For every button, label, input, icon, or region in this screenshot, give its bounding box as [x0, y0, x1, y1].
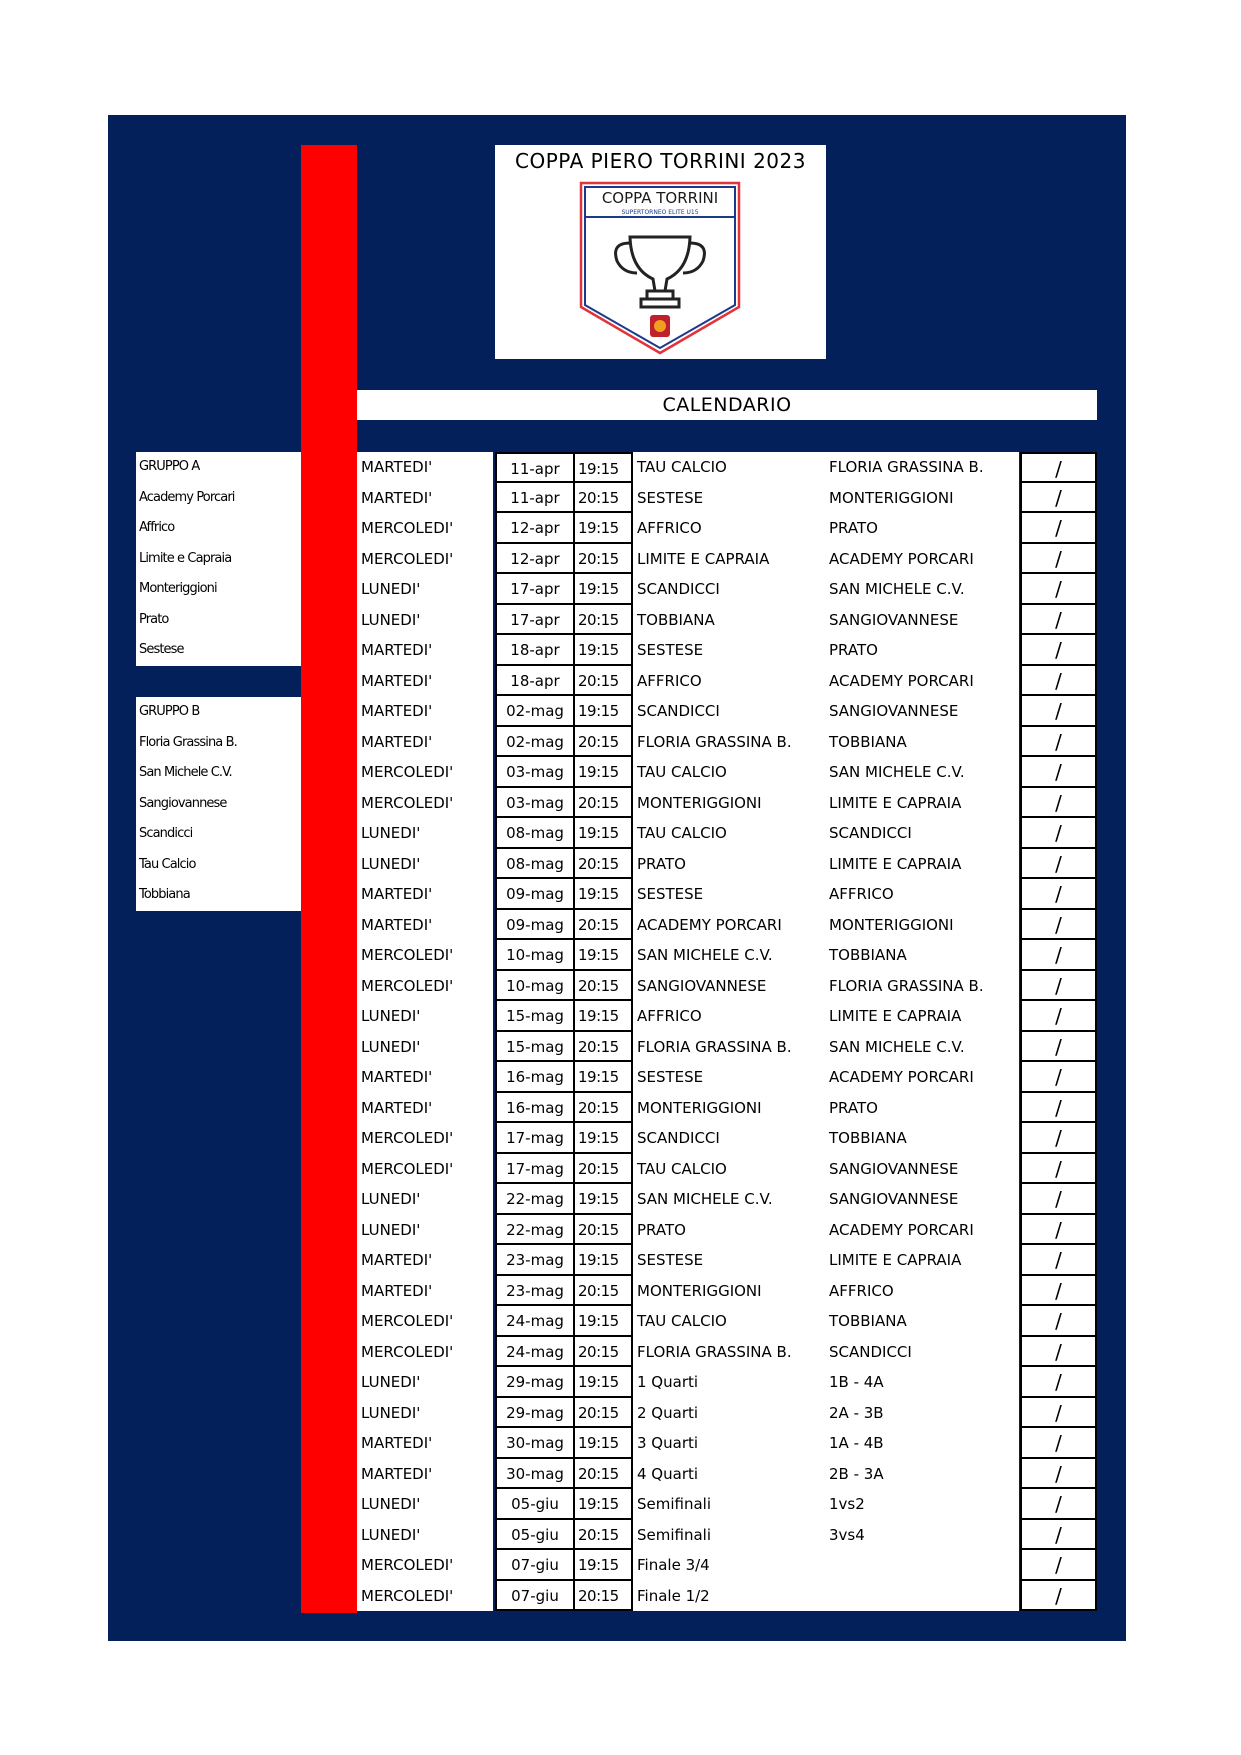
table-row	[357, 1367, 1097, 1398]
match-away-team: 2A - 3B	[826, 1398, 1019, 1429]
match-day: MARTEDI'	[357, 727, 493, 758]
match-away-team: PRATO	[826, 513, 1019, 544]
group-team: Tobbiana	[139, 887, 190, 902]
match-day: MERCOLEDI'	[357, 1550, 493, 1581]
match-result: /	[1020, 1306, 1097, 1337]
match-home-team: SESTESE	[633, 1062, 826, 1093]
match-time: 20:15	[575, 1154, 633, 1185]
match-result: /	[1020, 1550, 1097, 1581]
match-day: LUNEDI'	[357, 605, 493, 636]
match-home-team: AFFRICO	[633, 1001, 826, 1032]
match-home-team: MONTERIGGIONI	[633, 788, 826, 819]
match-result: /	[1020, 1367, 1097, 1398]
match-date: 02-mag	[495, 696, 575, 727]
match-result: /	[1020, 1398, 1097, 1429]
match-away-team: PRATO	[826, 635, 1019, 666]
match-home-team: SCANDICCI	[633, 1123, 826, 1154]
table-row	[357, 940, 1097, 971]
match-home-team: SESTESE	[633, 879, 826, 910]
match-home-team: SESTESE	[633, 635, 826, 666]
match-home-team: 2 Quarti	[633, 1398, 826, 1429]
match-result: /	[1020, 1184, 1097, 1215]
match-day: MERCOLEDI'	[357, 513, 493, 544]
match-result: /	[1020, 1489, 1097, 1520]
match-date: 12-apr	[495, 544, 575, 575]
table-row	[357, 544, 1097, 575]
match-date: 30-mag	[495, 1459, 575, 1490]
match-home-team: 1 Quarti	[633, 1367, 826, 1398]
match-home-team: Semifinali	[633, 1520, 826, 1551]
match-result: /	[1020, 1001, 1097, 1032]
match-day: LUNEDI'	[357, 1398, 493, 1429]
match-time: 19:15	[575, 818, 633, 849]
match-result: /	[1020, 635, 1097, 666]
match-result: /	[1020, 879, 1097, 910]
match-time: 19:15	[575, 452, 633, 483]
match-away-team: 1A - 4B	[826, 1428, 1019, 1459]
match-away-team: 3vs4	[826, 1520, 1019, 1551]
match-time: 19:15	[575, 757, 633, 788]
match-time: 19:15	[575, 1062, 633, 1093]
match-result: /	[1020, 1520, 1097, 1551]
table-row	[357, 1062, 1097, 1093]
match-date: 05-giu	[495, 1489, 575, 1520]
match-date: 08-mag	[495, 849, 575, 880]
match-time: 20:15	[575, 483, 633, 514]
match-away-team: TOBBIANA	[826, 1123, 1019, 1154]
match-result: /	[1020, 849, 1097, 880]
match-day: LUNEDI'	[357, 1520, 493, 1551]
match-date: 22-mag	[495, 1215, 575, 1246]
group-b-list	[136, 697, 301, 911]
table-row	[357, 696, 1097, 727]
match-result: /	[1020, 483, 1097, 514]
match-day: MARTEDI'	[357, 1459, 493, 1490]
match-day: MERCOLEDI'	[357, 940, 493, 971]
match-home-team: SAN MICHELE C.V.	[633, 1184, 826, 1215]
match-time: 19:15	[575, 1428, 633, 1459]
match-home-team: TAU CALCIO	[633, 818, 826, 849]
match-away-team: TOBBIANA	[826, 1306, 1019, 1337]
match-date: 07-giu	[495, 1550, 575, 1581]
match-home-team: Semifinali	[633, 1489, 826, 1520]
header-logo-box	[495, 145, 826, 359]
match-day: LUNEDI'	[357, 1001, 493, 1032]
match-day: MARTEDI'	[357, 1093, 493, 1124]
match-time: 20:15	[575, 1520, 633, 1551]
table-row	[357, 1520, 1097, 1551]
group-team: Tau Calcio	[139, 856, 196, 872]
table-row	[357, 483, 1097, 514]
match-time: 20:15	[575, 605, 633, 636]
match-home-team: SESTESE	[633, 483, 826, 514]
match-result: /	[1020, 1428, 1097, 1459]
match-day: MERCOLEDI'	[357, 1581, 493, 1612]
match-time: 20:15	[575, 1337, 633, 1368]
match-date: 15-mag	[495, 1032, 575, 1063]
table-row	[357, 1550, 1097, 1581]
match-result: /	[1020, 696, 1097, 727]
match-time: 19:15	[575, 1489, 633, 1520]
match-time: 20:15	[575, 727, 633, 758]
match-day: MARTEDI'	[357, 1245, 493, 1276]
match-home-team: SCANDICCI	[633, 696, 826, 727]
svg-text:COPPA TORRINI: COPPA TORRINI	[601, 189, 719, 207]
match-day: MARTEDI'	[357, 1062, 493, 1093]
table-row	[357, 1459, 1097, 1490]
match-time: 20:15	[575, 1093, 633, 1124]
match-home-team: Finale 1/2	[633, 1581, 826, 1612]
svg-text:SUPERTORNEO ELITE U15: SUPERTORNEO ELITE U15	[621, 209, 699, 216]
match-result: /	[1020, 971, 1097, 1002]
match-home-team: MONTERIGGIONI	[633, 1093, 826, 1124]
match-day: MERCOLEDI'	[357, 1306, 493, 1337]
match-date: 16-mag	[495, 1062, 575, 1093]
group-a-title: GRUPPO A	[139, 459, 200, 474]
match-home-team: TAU CALCIO	[633, 757, 826, 788]
group-team: Limite e Capraia	[139, 550, 232, 566]
match-time: 20:15	[575, 1032, 633, 1063]
table-row	[357, 1032, 1097, 1063]
match-date: 16-mag	[495, 1093, 575, 1124]
match-date: 17-mag	[495, 1154, 575, 1185]
match-result: /	[1020, 1154, 1097, 1185]
match-result: /	[1020, 757, 1097, 788]
match-day: LUNEDI'	[357, 1489, 493, 1520]
match-result: /	[1020, 605, 1097, 636]
page-title: COPPA PIERO TORRINI 2023	[515, 149, 806, 173]
table-row	[357, 1245, 1097, 1276]
match-time: 19:15	[575, 1184, 633, 1215]
match-away-team: ACADEMY PORCARI	[826, 544, 1019, 575]
match-result: /	[1020, 1276, 1097, 1307]
match-date: 15-mag	[495, 1001, 575, 1032]
match-result: /	[1020, 818, 1097, 849]
match-home-team: SAN MICHELE C.V.	[633, 940, 826, 971]
match-time: 19:15	[575, 696, 633, 727]
match-result: /	[1020, 1337, 1097, 1368]
match-time: 20:15	[575, 544, 633, 575]
match-day: MARTEDI'	[357, 696, 493, 727]
match-date: 17-mag	[495, 1123, 575, 1154]
match-away-team: LIMITE E CAPRAIA	[826, 788, 1019, 819]
match-day: MARTEDI'	[357, 452, 493, 483]
match-away-team: FLORIA GRASSINA B.	[826, 971, 1019, 1002]
match-home-team: TOBBIANA	[633, 605, 826, 636]
match-away-team: AFFRICO	[826, 1276, 1019, 1307]
match-day: LUNEDI'	[357, 1215, 493, 1246]
table-row	[357, 666, 1097, 697]
match-away-team: LIMITE E CAPRAIA	[826, 1001, 1019, 1032]
group-b-title: GRUPPO B	[139, 704, 200, 719]
match-away-team: MONTERIGGIONI	[826, 483, 1019, 514]
table-row	[357, 513, 1097, 544]
match-result: /	[1020, 1062, 1097, 1093]
match-day: MARTEDI'	[357, 666, 493, 697]
match-date: 02-mag	[495, 727, 575, 758]
match-date: 08-mag	[495, 818, 575, 849]
match-time: 19:15	[575, 1245, 633, 1276]
table-row	[357, 635, 1097, 666]
match-result: /	[1020, 1032, 1097, 1063]
match-away-team: 1vs2	[826, 1489, 1019, 1520]
match-home-team: 4 Quarti	[633, 1459, 826, 1490]
match-result: /	[1020, 544, 1097, 575]
match-home-team: ACADEMY PORCARI	[633, 910, 826, 941]
match-home-team: FLORIA GRASSINA B.	[633, 1337, 826, 1368]
match-result: /	[1020, 574, 1097, 605]
table-row	[357, 910, 1097, 941]
match-day: MERCOLEDI'	[357, 971, 493, 1002]
group-team: Monteriggioni	[139, 581, 217, 596]
match-date: 07-giu	[495, 1581, 575, 1612]
match-day: LUNEDI'	[357, 574, 493, 605]
match-date: 18-apr	[495, 635, 575, 666]
match-home-team: FLORIA GRASSINA B.	[633, 727, 826, 758]
trophy-shield-logo	[575, 179, 745, 357]
match-date: 09-mag	[495, 910, 575, 941]
match-away-team: 2B - 3A	[826, 1459, 1019, 1490]
match-result: /	[1020, 1215, 1097, 1246]
match-away-team: SAN MICHELE C.V.	[826, 1032, 1019, 1063]
match-away-team	[826, 1550, 1019, 1581]
group-team: San Michele C.V.	[139, 765, 232, 780]
table-row	[357, 452, 1097, 483]
match-date: 11-apr	[495, 452, 575, 483]
table-row	[357, 1581, 1097, 1612]
match-time: 19:15	[575, 940, 633, 971]
match-day: LUNEDI'	[357, 849, 493, 880]
match-away-team: LIMITE E CAPRAIA	[826, 849, 1019, 880]
match-time: 20:15	[575, 1459, 633, 1490]
match-result: /	[1020, 1123, 1097, 1154]
calendar-heading: CALENDARIO	[357, 390, 1097, 420]
match-day: MARTEDI'	[357, 1276, 493, 1307]
match-day: LUNEDI'	[357, 818, 493, 849]
match-time: 20:15	[575, 1398, 633, 1429]
match-away-team: TOBBIANA	[826, 940, 1019, 971]
group-a-list	[136, 452, 301, 666]
table-row	[357, 1093, 1097, 1124]
table-row	[357, 1276, 1097, 1307]
table-row	[357, 1337, 1097, 1368]
match-away-team: SCANDICCI	[826, 1337, 1019, 1368]
match-time: 19:15	[575, 1367, 633, 1398]
match-away-team: SCANDICCI	[826, 818, 1019, 849]
match-away-team: LIMITE E CAPRAIA	[826, 1245, 1019, 1276]
match-date: 03-mag	[495, 788, 575, 819]
match-result: /	[1020, 452, 1097, 483]
match-home-team: TAU CALCIO	[633, 452, 826, 483]
match-home-team: SESTESE	[633, 1245, 826, 1276]
match-home-team: AFFRICO	[633, 666, 826, 697]
match-away-team: FLORIA GRASSINA B.	[826, 452, 1019, 483]
match-date: 23-mag	[495, 1245, 575, 1276]
match-day: MARTEDI'	[357, 483, 493, 514]
table-row	[357, 879, 1097, 910]
match-away-team: PRATO	[826, 1093, 1019, 1124]
match-date: 05-giu	[495, 1520, 575, 1551]
match-result: /	[1020, 513, 1097, 544]
table-row	[357, 1215, 1097, 1246]
match-time: 20:15	[575, 1276, 633, 1307]
match-day: LUNEDI'	[357, 1367, 493, 1398]
group-team: Scandicci	[139, 826, 193, 841]
match-day: MERCOLEDI'	[357, 1337, 493, 1368]
group-team: Sangiovannese	[139, 795, 227, 811]
table-row	[357, 788, 1097, 819]
match-away-team: MONTERIGGIONI	[826, 910, 1019, 941]
match-home-team: TAU CALCIO	[633, 1154, 826, 1185]
match-time: 20:15	[575, 910, 633, 941]
match-day: MERCOLEDI'	[357, 1154, 493, 1185]
match-date: 29-mag	[495, 1367, 575, 1398]
match-home-team: SANGIOVANNESE	[633, 971, 826, 1002]
match-result: /	[1020, 1459, 1097, 1490]
match-home-team: AFFRICO	[633, 513, 826, 544]
match-home-team: SCANDICCI	[633, 574, 826, 605]
match-home-team: LIMITE E CAPRAIA	[633, 544, 826, 575]
table-row	[357, 1001, 1097, 1032]
match-day: MERCOLEDI'	[357, 757, 493, 788]
match-date: 22-mag	[495, 1184, 575, 1215]
match-day: MERCOLEDI'	[357, 1123, 493, 1154]
match-away-team: AFFRICO	[826, 879, 1019, 910]
match-away-team: SANGIOVANNESE	[826, 1154, 1019, 1185]
table-row	[357, 1489, 1097, 1520]
match-away-team: SANGIOVANNESE	[826, 1184, 1019, 1215]
match-result: /	[1020, 940, 1097, 971]
table-row	[357, 1184, 1097, 1215]
match-result: /	[1020, 1245, 1097, 1276]
match-date: 17-apr	[495, 605, 575, 636]
match-away-team: SANGIOVANNESE	[826, 605, 1019, 636]
match-away-team: SAN MICHELE C.V.	[826, 574, 1019, 605]
match-home-team: MONTERIGGIONI	[633, 1276, 826, 1307]
match-time: 19:15	[575, 1123, 633, 1154]
match-day: MARTEDI'	[357, 879, 493, 910]
match-home-team: Finale 3/4	[633, 1550, 826, 1581]
table-row	[357, 1398, 1097, 1429]
match-home-team: FLORIA GRASSINA B.	[633, 1032, 826, 1063]
group-team: Academy Porcari	[139, 489, 235, 505]
match-home-team: 3 Quarti	[633, 1428, 826, 1459]
table-row	[357, 1154, 1097, 1185]
match-home-team: PRATO	[633, 1215, 826, 1246]
table-row	[357, 1306, 1097, 1337]
match-day: MERCOLEDI'	[357, 544, 493, 575]
match-time: 20:15	[575, 971, 633, 1002]
match-date: 12-apr	[495, 513, 575, 544]
table-row	[357, 1123, 1097, 1154]
group-team: Affrico	[139, 520, 175, 535]
table-row	[357, 849, 1097, 880]
table-row	[357, 971, 1097, 1002]
match-date: 10-mag	[495, 940, 575, 971]
match-day: LUNEDI'	[357, 1032, 493, 1063]
match-time: 20:15	[575, 666, 633, 697]
match-result: /	[1020, 727, 1097, 758]
table-row	[357, 818, 1097, 849]
match-time: 20:15	[575, 1581, 633, 1612]
match-time: 19:15	[575, 574, 633, 605]
group-team: Floria Grassina B.	[139, 734, 237, 750]
match-time: 19:15	[575, 513, 633, 544]
table-row	[357, 727, 1097, 758]
match-time: 19:15	[575, 1550, 633, 1581]
match-date: 23-mag	[495, 1276, 575, 1307]
match-date: 24-mag	[495, 1306, 575, 1337]
match-result: /	[1020, 666, 1097, 697]
match-day: MARTEDI'	[357, 910, 493, 941]
match-away-team: ACADEMY PORCARI	[826, 1215, 1019, 1246]
match-time: 20:15	[575, 788, 633, 819]
match-date: 30-mag	[495, 1428, 575, 1459]
match-day: LUNEDI'	[357, 1184, 493, 1215]
match-date: 03-mag	[495, 757, 575, 788]
match-schedule-table	[357, 452, 1097, 1611]
match-date: 18-apr	[495, 666, 575, 697]
match-home-team: TAU CALCIO	[633, 1306, 826, 1337]
match-day: MARTEDI'	[357, 1428, 493, 1459]
match-result: /	[1020, 1581, 1097, 1612]
match-away-team	[826, 1581, 1019, 1612]
match-away-team: ACADEMY PORCARI	[826, 1062, 1019, 1093]
match-date: 24-mag	[495, 1337, 575, 1368]
table-row	[357, 574, 1097, 605]
table-row	[357, 605, 1097, 636]
match-away-team: SANGIOVANNESE	[826, 696, 1019, 727]
match-date: 10-mag	[495, 971, 575, 1002]
match-time: 19:15	[575, 879, 633, 910]
match-date: 17-apr	[495, 574, 575, 605]
match-date: 09-mag	[495, 879, 575, 910]
match-date: 29-mag	[495, 1398, 575, 1429]
match-day: MARTEDI'	[357, 635, 493, 666]
match-date: 11-apr	[495, 483, 575, 514]
match-result: /	[1020, 788, 1097, 819]
match-result: /	[1020, 1093, 1097, 1124]
match-away-team: SAN MICHELE C.V.	[826, 757, 1019, 788]
match-time: 19:15	[575, 635, 633, 666]
red-stripe	[301, 145, 357, 1613]
match-away-team: 1B - 4A	[826, 1367, 1019, 1398]
match-away-team: ACADEMY PORCARI	[826, 666, 1019, 697]
group-team: Prato	[139, 611, 169, 627]
match-time: 20:15	[575, 849, 633, 880]
match-time: 19:15	[575, 1001, 633, 1032]
match-day: MERCOLEDI'	[357, 788, 493, 819]
match-time: 19:15	[575, 1306, 633, 1337]
match-result: /	[1020, 910, 1097, 941]
table-row	[357, 1428, 1097, 1459]
table-row	[357, 757, 1097, 788]
match-away-team: TOBBIANA	[826, 727, 1019, 758]
match-time: 20:15	[575, 1215, 633, 1246]
match-home-team: PRATO	[633, 849, 826, 880]
group-team: Sestese	[139, 642, 184, 657]
